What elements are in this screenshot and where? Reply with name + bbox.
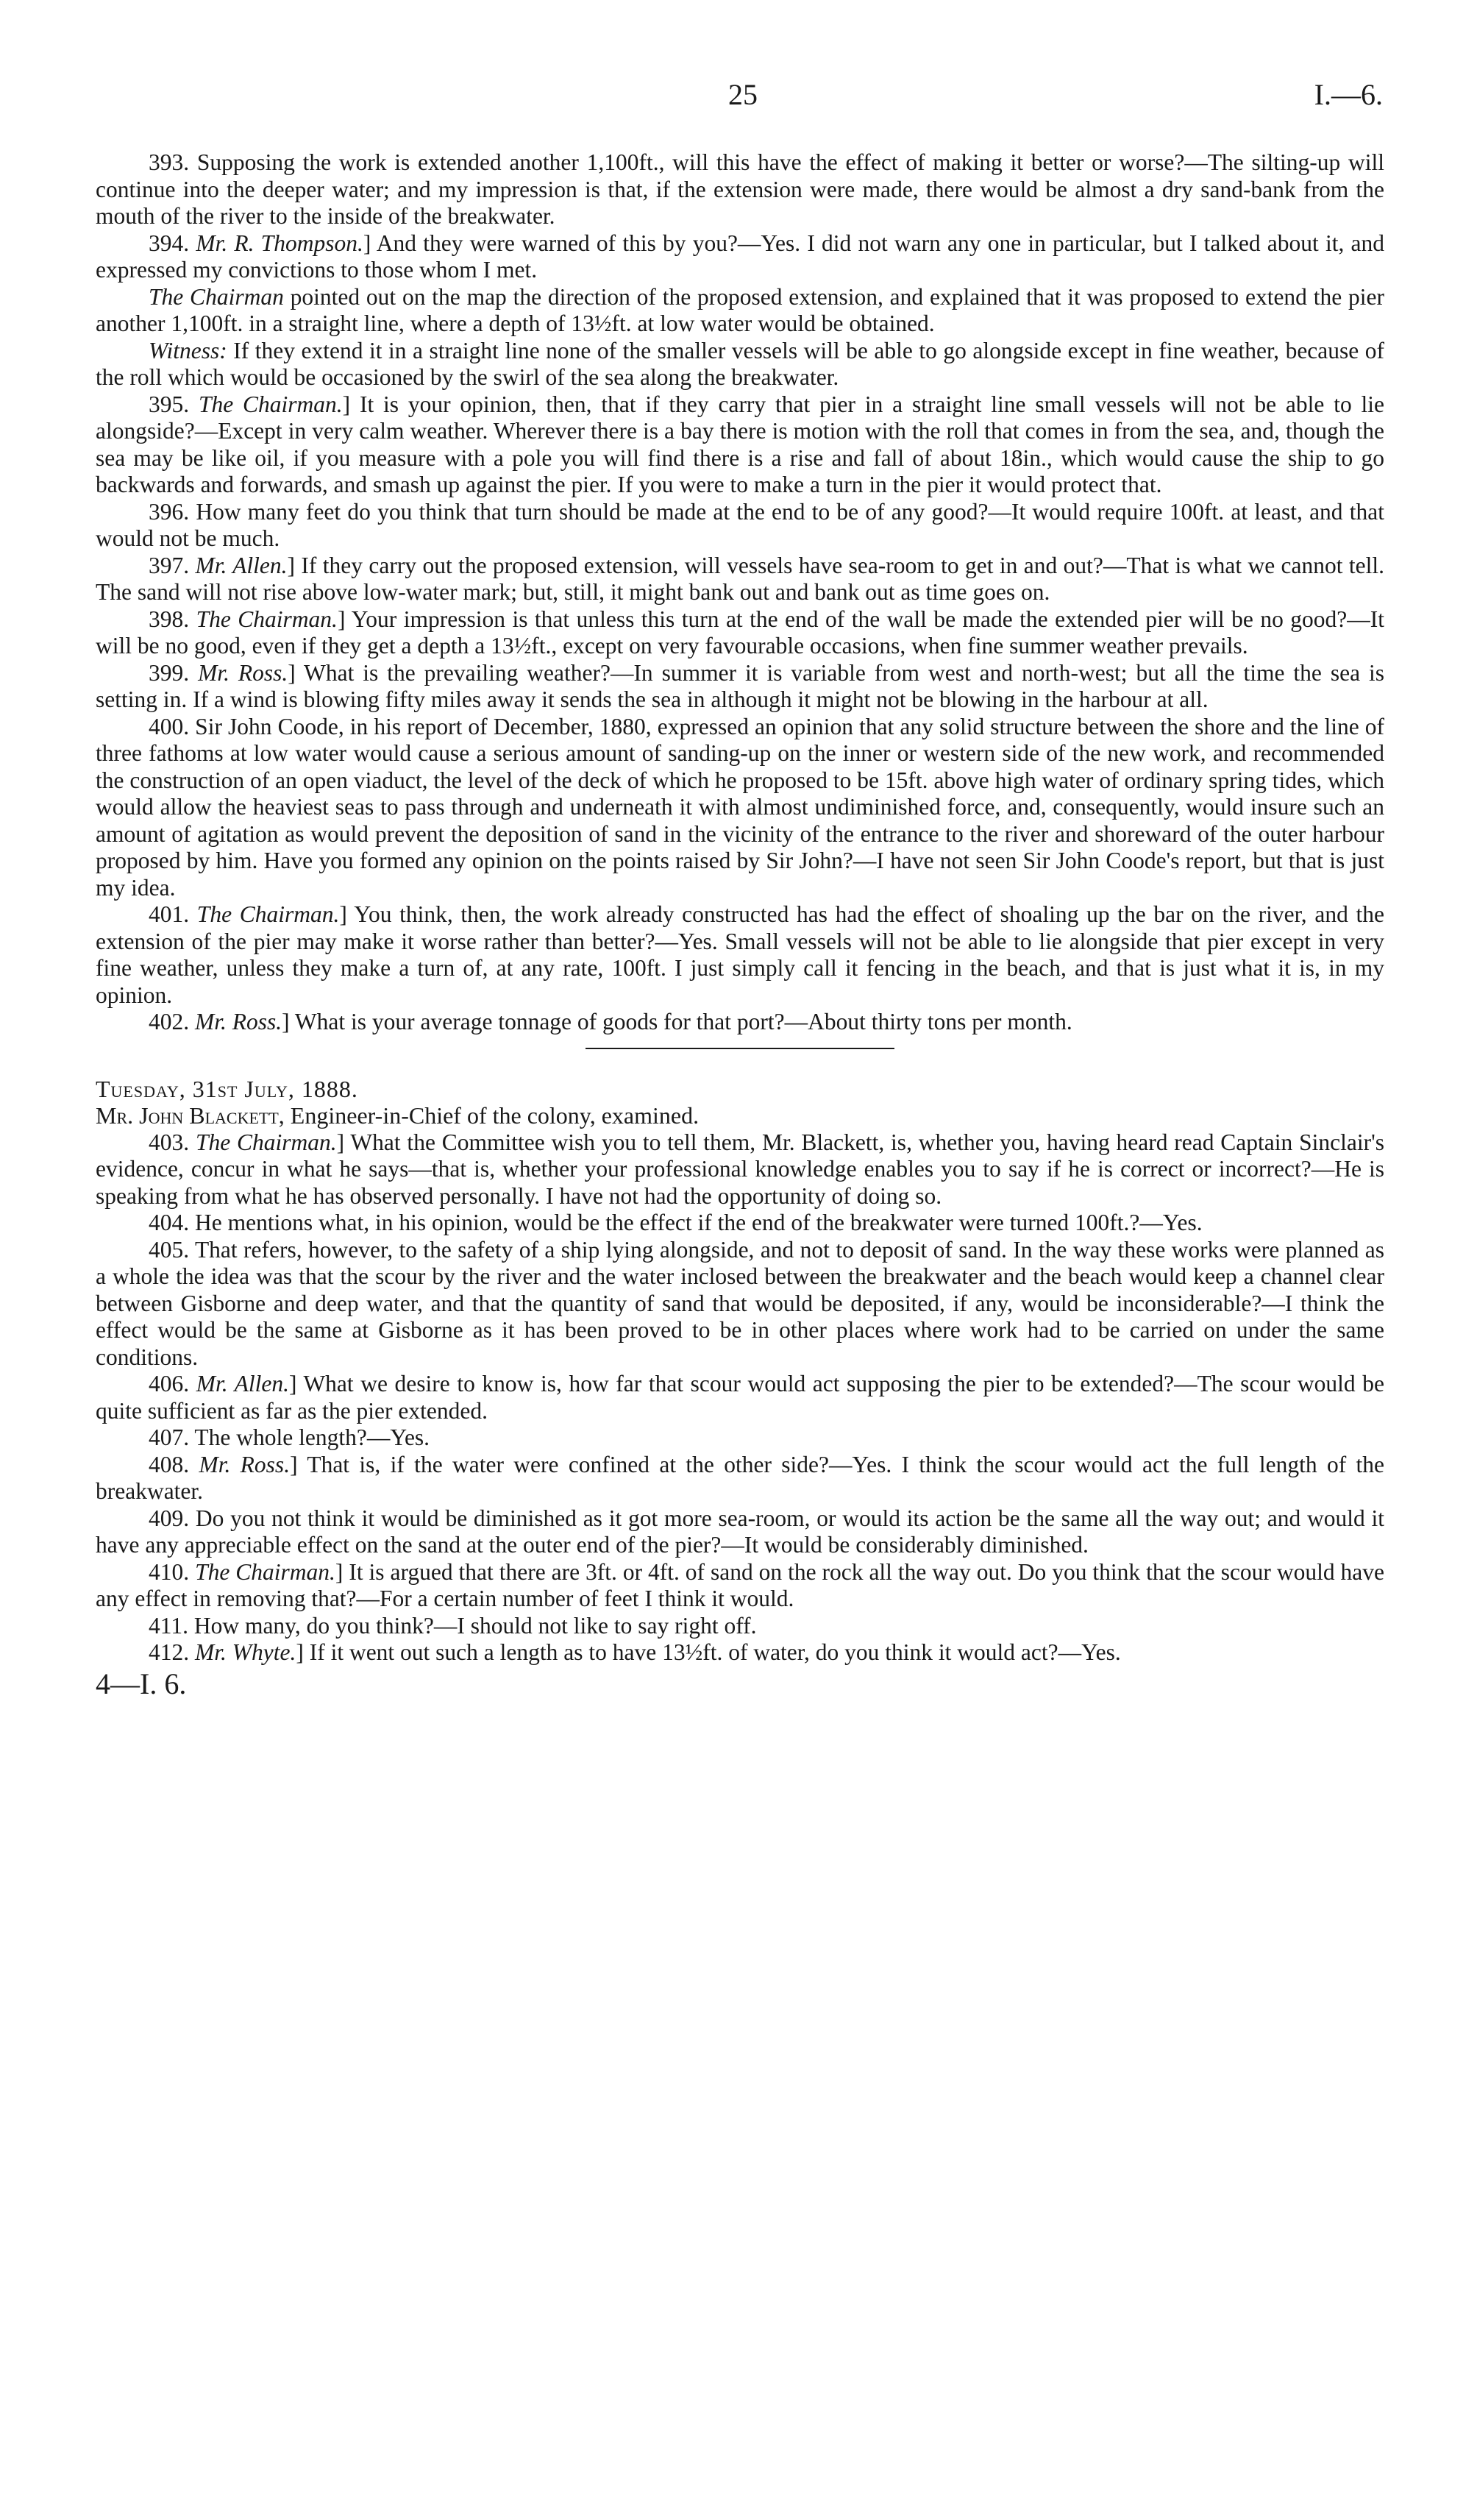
document-body: [96, 149, 1385, 1700]
page-header: [0, 77, 1477, 121]
evidence-paragraph-393: [96, 149, 1384, 230]
evidence-section-a: [96, 149, 1384, 1036]
witness-heading: [96, 1102, 1384, 1129]
speaker-name: The Chairman.: [196, 606, 338, 632]
evidence-paragraph-chair-note: [96, 284, 1384, 338]
paragraph-text: 409. Do you not think it would be diminished as it got more sea-room, or would its action be the same all the way out; and would it have any appreciable effect on the sand at the outer end of the pier?—It would be considerably diminished.: [96, 1505, 1384, 1558]
question-number: 402.: [149, 1009, 195, 1034]
paragraph-text: ] What we desire to know is, how far that scour would act supposing the pier to be extended?—The scour would be quite sufficient as far as the pier extended.: [96, 1371, 1384, 1424]
question-number: 403.: [149, 1129, 196, 1155]
paragraph-text: 411. How many, do you think?—I should not like to say right off.: [149, 1612, 757, 1639]
question-number: 399.: [149, 659, 199, 686]
paragraph-text: ] That is, if the water were confined at the other side?—Yes. I think the scour would act the full length of the breakwater.: [96, 1451, 1385, 1504]
evidence-paragraph-398: [96, 606, 1384, 660]
document-code: I.—6.: [1314, 78, 1383, 111]
paragraph-text: 407. The whole length?—Yes.: [149, 1424, 430, 1450]
speaker-name: The Chairman: [149, 283, 284, 310]
evidence-paragraph-407: [96, 1424, 1384, 1452]
paragraph-text: ] What the Committee wish you to tell them, Mr. Blackett, is, whether you, having heard read Captain Sinclair's evidence, concur in what he says—that is, whether your professional knowledge enables you to say if he is correct or incorrect?—He is speaking from what he has observed personally. I have not had the opportunity of doing so.: [96, 1129, 1384, 1209]
evidence-paragraph-410: [96, 1559, 1384, 1613]
section-divider: [586, 1048, 894, 1049]
question-number: 408.: [149, 1451, 199, 1477]
speaker-name: The Chairman.: [198, 391, 343, 417]
printer-signature: 4—I. 6.: [96, 1667, 187, 1700]
paragraph-text: ] It is your opinion, then, that if they carry that pier in a straight line small vessels will not be able to lie alongside?—Except in very calm weather. Wherever there is a bay there is motion with the roll that comes in from the sea, and, though the sea may be like oil, if you measure with a pole you will find there is a rise and fall of about 18in., which would cause the ship to go backwards and forwards, and smash up against the pier. If you were to make a turn in the pier it would protect that.: [96, 391, 1384, 497]
evidence-section-b: [96, 1129, 1384, 1667]
question-number: 406.: [149, 1371, 196, 1396]
speaker-name: The Chairman.: [195, 1129, 337, 1155]
paragraph-text: ] It is argued that there are 3ft. or 4ft. of sand on the rock all the way out. Do you think that the scour would have any effect in removing that?—For a certain number of feet I think it would.: [96, 1558, 1385, 1611]
evidence-paragraph-395: [96, 391, 1384, 499]
speaker-name: Mr. Allen.: [195, 552, 288, 578]
paragraph-text: 400. Sir John Coode, in his report of December, 1880, expressed an opinion that any solid structure between the shore and the line of three fathoms at low water would cause a serious amount of sanding-up on the inner or western side of the new work, and recommended the construction of an open viaduct, the level of the deck of which he proposed to be 15ft. above high water of ordinary spring tides, which would allow the heaviest seas to pass through and underneath it with almost undiminished force, and, consequently, would insure such an amount of agitation as would prevent the deposition of sand in the vicinity of the entrance to the river and shoreward of the outer harbour proposed by him. Have you formed any opinion on the points raised by Sir John?—I have not seen Sir John Coode's report, but that is just my idea.: [96, 713, 1384, 901]
speaker-name: Mr. R. Thompson.: [196, 230, 363, 256]
speaker-name: The Chairman.: [195, 1558, 335, 1585]
paragraph-text: If they extend it in a straight line none of the smaller vessels will be able to go alongside except in fine weather, because of the roll which would be occasioned by the swirl of the sea along the breakwater.: [96, 337, 1384, 390]
paragraph-text: 396. How many feet do you think that turn should be made at the end to be of any good?—It would require 100ft. at least, and that would not be much.: [96, 498, 1384, 551]
evidence-paragraph-412: [96, 1639, 1384, 1667]
question-number: 394.: [149, 230, 196, 256]
speaker-name: Mr. Whyte.: [195, 1639, 296, 1665]
question-number: 398.: [149, 606, 196, 632]
evidence-paragraph-405: [96, 1237, 1384, 1371]
paragraph-text: pointed out on the map the direction of the proposed extension, and explained that it was proposed to extend the pier another 1,100ft. in a straight line, where a depth of 13½ft. at low water would be obtained.: [96, 283, 1384, 336]
speaker-name: Mr. Ross.: [199, 1451, 291, 1477]
evidence-paragraph-402: [96, 1009, 1384, 1036]
paragraph-text: 405. That refers, however, to the safety of a ship lying alongside, and not to deposit of sand. In the way these works were planned as a whole the idea was that the scour by the river and the water inclosed between the breakwater and the beach would keep a channel clear between Gisborne and deep water, and that the quantity of sand that would be deposited, if any, would be inconsiderable?—I think the effect would be the same at Gisborne as it has been proved to be in other places where work had to be carried on under the same conditions.: [96, 1236, 1384, 1370]
speaker-name: Mr. Ross.: [198, 659, 288, 686]
evidence-paragraph-400: [96, 714, 1384, 902]
question-number: 395.: [149, 391, 199, 417]
question-number: 401.: [149, 901, 197, 927]
evidence-paragraph-406: [96, 1371, 1384, 1424]
evidence-paragraph-396: [96, 499, 1384, 553]
paragraph-text: ] And they were warned of this by you?—Yes. I did not warn any one in particular, but I talked about it, and expressed my convictions to those whom I met.: [96, 230, 1384, 283]
evidence-paragraph-403: [96, 1129, 1384, 1210]
paragraph-text: 404. He mentions what, in his opinion, would be the effect if the end of the breakwater were turned 100ft.?—Yes.: [149, 1210, 1203, 1235]
evidence-paragraph-404: [96, 1210, 1384, 1237]
session-date: Tuesday, 31st July, 1888.: [96, 1075, 358, 1102]
evidence-paragraph-394: [96, 230, 1384, 284]
page-number: 25: [728, 78, 758, 111]
question-number: 410.: [149, 1558, 196, 1585]
evidence-paragraph-397: [96, 553, 1384, 606]
paragraph-text: ] What is the prevailing weather?—In summer it is variable from west and north-west; but all the time the sea is setting in. If a wind is blowing fifty miles away it sends the sea in although it might not be blowing in the harbour at all.: [96, 659, 1384, 712]
witness-role: , Engineer-in-Chief of the colony, examined.: [278, 1102, 700, 1129]
speaker-name: Witness:: [149, 337, 227, 363]
paragraph-text: 393. Supposing the work is extended another 1,100ft., will this have the effect of making it better or worse?—The silting-up will continue into the deeper water; and my impression is that, if the extension were made, there would be almost a dry sand-bank from the mouth of the river to the inside of the breakwater.: [96, 149, 1384, 229]
speaker-name: The Chairman.: [196, 901, 340, 927]
witness-name: Mr. John Blackett: [96, 1102, 279, 1129]
paragraph-text: ] What is your average tonnage of goods for that port?—About thirty tons per month.: [282, 1009, 1072, 1034]
paragraph-text: ] If it went out such a length as to have 13½ft. of water, do you think it would act?—Yes.: [296, 1639, 1121, 1665]
evidence-paragraph-409: [96, 1505, 1384, 1559]
evidence-paragraph-399: [96, 660, 1384, 714]
paragraph-text: ] If they carry out the proposed extension, will vessels have sea-room to get in and out?—That is what we cannot tell. The sand will not rise above low-water mark; but, still, it might bank out and bank out as time goes on.: [96, 552, 1384, 605]
evidence-paragraph-401: [96, 901, 1384, 1009]
paragraph-text: ] You think, then, the work already constructed has had the effect of shoaling up the bar on the river, and the extension of the pier may make it worse rather than better?—Yes. Small vessels will not be able to lie alongside that pier except in very fine weather, unless they make a turn of, at any rate, 100ft. I just simply call it fencing in the beach, and that is just what it is, in my opinion.: [96, 901, 1384, 1008]
question-number: 397.: [149, 552, 196, 578]
speaker-name: Mr. Allen.: [196, 1371, 289, 1396]
evidence-paragraph-411: [96, 1613, 1384, 1640]
paragraph-text: ] Your impression is that unless this turn at the end of the wall be made the extended pier will be no good?—It will be no good, even if they get a depth a 13½ft., except on very favourable occasions, when fine summer weather prevails.: [96, 606, 1384, 659]
speaker-name: Mr. Ross.: [195, 1009, 282, 1034]
evidence-paragraph-witness: [96, 338, 1384, 391]
question-number: 412.: [149, 1639, 195, 1665]
evidence-paragraph-408: [96, 1452, 1384, 1505]
